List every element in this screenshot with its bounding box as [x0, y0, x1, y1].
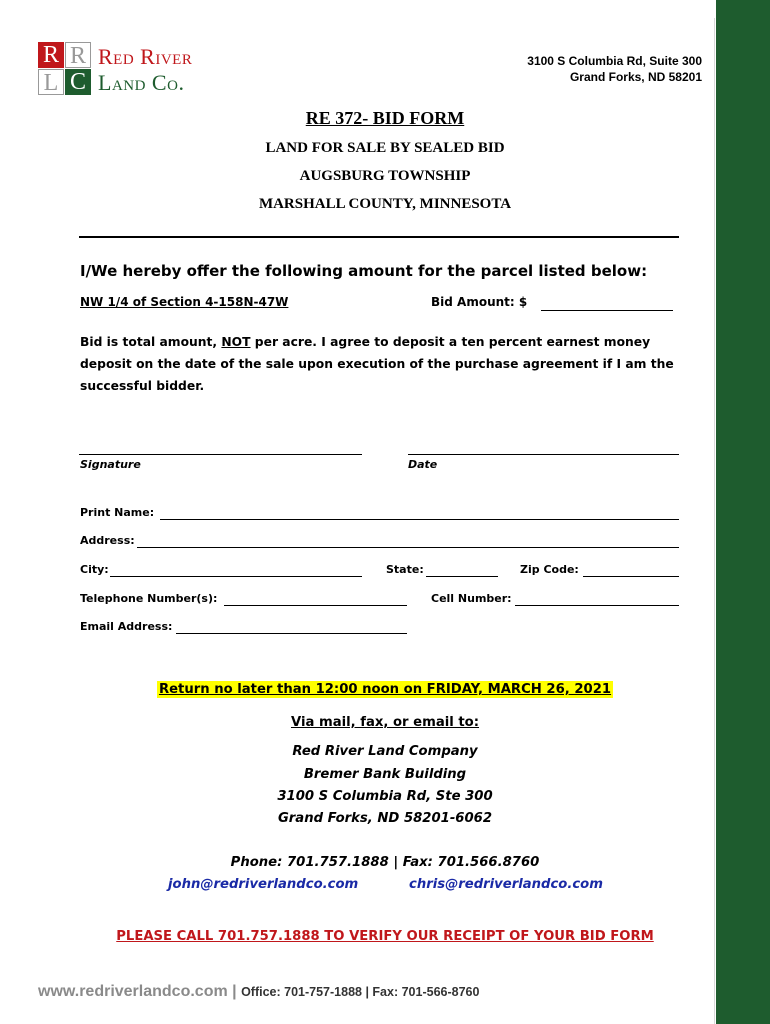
side-divider [714, 18, 715, 1024]
date-label: Date [408, 458, 438, 471]
return-deadline [80, 682, 690, 697]
header-address-line1: 3100 S Columbia Rd, Suite 300 [527, 54, 702, 68]
company-logo [38, 42, 238, 98]
bid-terms-emphasis: NOT [221, 335, 251, 349]
city-label: City: [80, 563, 109, 576]
form-subtitle-3: MARSHALL COUNTY, MINNESOTA [258, 196, 512, 212]
verify-receipt-notice: PLEASE CALL 701.757.1888 TO VERIFY OUR RECEIPT OF YOUR BID FORM [116, 929, 654, 944]
date-field[interactable] [408, 440, 679, 455]
logo-letter-r1: R [38, 42, 64, 68]
logo-letter-c: C [65, 69, 91, 95]
footer-contact: Office: 701-757-1888 | Fax: 701-566-8760 [241, 985, 480, 999]
bid-terms-suffix: per acre. I agree to deposit a ten percent earnest money deposit on the date of the sale upon execution of the purchase agreement if I am the successful bidder. [80, 335, 674, 393]
return-deadline-text: Return no later than 12:00 noon on FRIDAY, MARCH 26, 2021 [158, 682, 612, 697]
phone-fax: Phone: 701.757.1888 | Fax: 701.566.8760 [230, 855, 540, 870]
bid-terms-prefix: Bid is total amount, [80, 335, 222, 349]
email-link-chris[interactable]: chris@redriverlandco.com [409, 877, 603, 892]
bid-terms-paragraph [80, 331, 700, 397]
return-city: Grand Forks, ND 58201-6062 [277, 811, 493, 826]
return-via: Via mail, fax, or email to: [290, 715, 480, 730]
bid-amount-label: Bid Amount: $ [431, 295, 528, 309]
email-address-label: Email Address: [80, 620, 173, 633]
footer-website[interactable]: www.redriverlandco.com [38, 983, 228, 1000]
return-building: Bremer Bank Building [303, 767, 467, 782]
bid-amount-input[interactable] [541, 296, 673, 311]
logo-letter-l: L [38, 69, 64, 95]
logo-letter-r2: R [65, 42, 91, 68]
print-name-label: Print Name: [80, 506, 155, 519]
side-color-band [716, 0, 770, 1024]
form-title: RE 372- BID FORM [305, 108, 465, 128]
parcel-description: NW 1/4 of Section 4-158N-47W [80, 295, 289, 309]
city-field[interactable] [110, 563, 362, 577]
zip-code-label: Zip Code: [520, 563, 579, 576]
form-subtitle-2: AUGSBURG TOWNSHIP [299, 168, 471, 184]
email-link-john[interactable]: john@redriverlandco.com [168, 877, 359, 892]
return-street: 3100 S Columbia Rd, Ste 300 [277, 789, 493, 804]
telephone-label: Telephone Number(s): [80, 592, 218, 605]
state-field[interactable] [426, 563, 498, 577]
logo-text-line2: Land Co. [98, 70, 185, 95]
print-name-field[interactable] [160, 506, 679, 520]
title-divider [79, 236, 679, 238]
return-company: Red River Land Company [292, 744, 478, 759]
signature-label: Signature [80, 458, 141, 471]
footer-separator: | [232, 983, 237, 1000]
address-field[interactable] [137, 534, 679, 548]
header-address-line2: Grand Forks, ND 58201 [569, 70, 702, 84]
signature-field[interactable] [79, 440, 362, 455]
state-label: State: [386, 563, 424, 576]
form-subtitle-1: LAND FOR SALE BY SEALED BID [265, 140, 505, 156]
cell-number-label: Cell Number: [431, 592, 512, 605]
email-address-field[interactable] [176, 620, 407, 634]
offer-heading: I/We hereby offer the following amount for the parcel listed below: [80, 262, 648, 280]
footer [38, 983, 479, 1001]
zip-code-field[interactable] [583, 563, 679, 577]
logo-text-line1: Red River [98, 44, 193, 69]
cell-number-field[interactable] [515, 592, 679, 606]
telephone-field[interactable] [224, 592, 407, 606]
address-label: Address: [80, 534, 135, 547]
